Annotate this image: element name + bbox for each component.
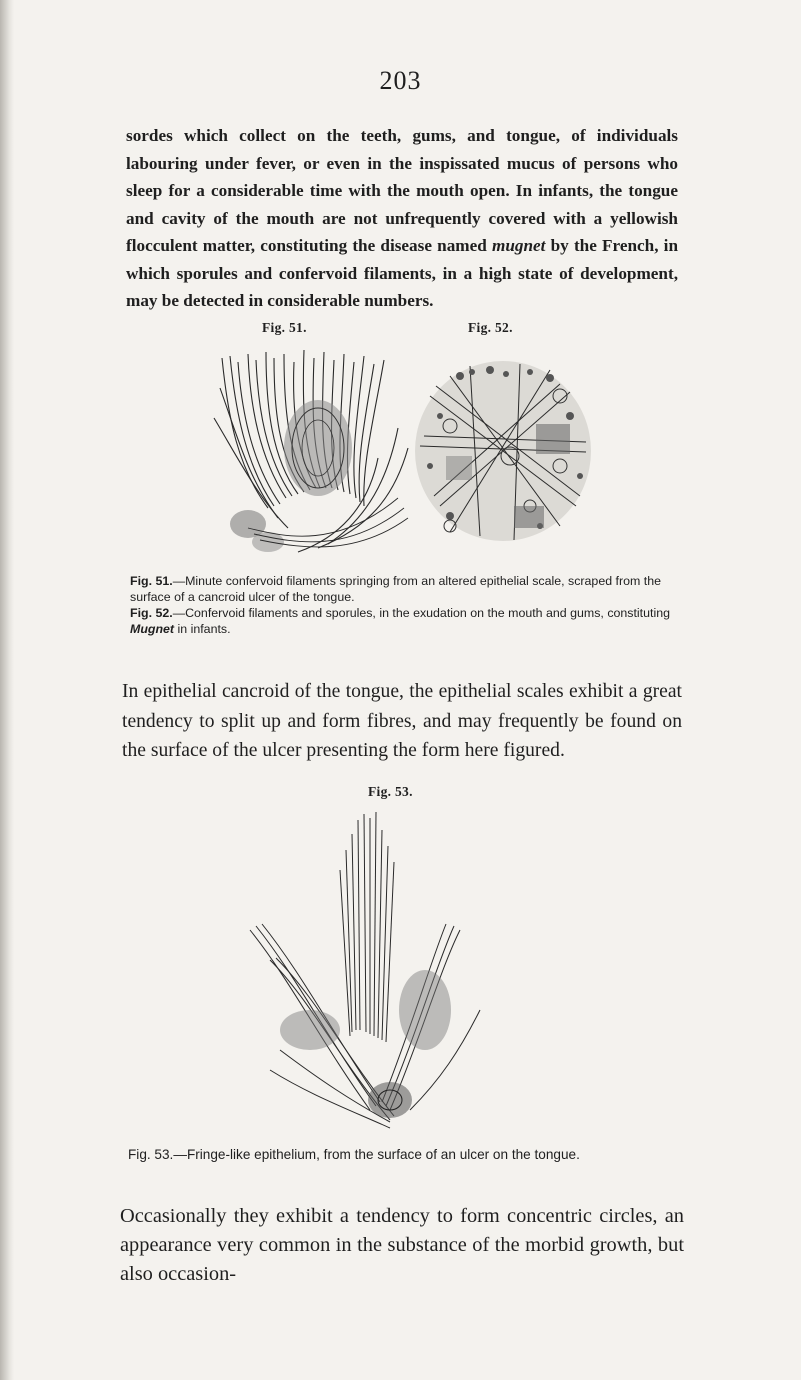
fig53-illustration	[240, 810, 490, 1130]
page-number: 203	[379, 66, 422, 95]
paragraph-1-italic: mugnet	[491, 236, 546, 255]
fig52-caption-lead: Fig. 52.	[130, 606, 173, 620]
paragraph-1-rest: by the French, in which sporules and confervoid filaments, in a high state of development, may be detected in considerable numbers.	[126, 236, 679, 310]
paragraph-1-text: sordes which collect on the teeth, gums, and tongue, of individuals labouring under fever, or even in the inspissated mucus of persons who sleep for a considerable time with the mouth open. In infants, the tongue and cavity of the mouth are not unfrequently covered with a yellowish flocculent matter, constituting the disease named	[126, 126, 678, 255]
fig52-caption-tail: in infants.	[177, 621, 231, 636]
paragraph-3: Occasionally they exhibit a tendency to form concentric circles, an appearance very common in the substance of the morbid growth, but also occasion-	[120, 1205, 684, 1285]
paragraph-1	[126, 122, 678, 315]
fig51-illustration	[208, 348, 428, 558]
fig52-caption-text: —Confervoid filaments and sporules, in the exudation on the mouth and gums, constituting	[172, 606, 670, 620]
fig51-caption-text: —Minute confervoid filaments springing from an altered epithelial scale, scraped from the surface of a cancroid ulcer of the tongue.	[130, 574, 661, 604]
fig53-caption-text: —Fringe-like epithelium, from the surface of an ulcer on the tongue.	[173, 1147, 580, 1162]
fig51-caption-lead: Fig. 51.	[130, 574, 173, 588]
fig52-label: Fig. 52.	[468, 320, 513, 335]
fig51-label: Fig. 51.	[262, 320, 307, 335]
paragraph-2: In epithelial cancroid of the tongue, the epithelial scales exhibit a great tendency to split up and form fibres, and may frequently be found on the surface of the ulcer presenting the form here figured.	[122, 681, 682, 761]
fig52-illustration	[410, 356, 596, 546]
page-edge-shadow	[0, 0, 14, 1380]
fig53-label: Fig. 53.	[368, 784, 413, 799]
fig52-caption	[130, 606, 686, 638]
fig53-caption	[128, 1147, 688, 1163]
fig52-caption-italic: Mugnet	[130, 621, 175, 636]
fig51-caption	[130, 574, 686, 606]
fig53-caption-lead: Fig. 53.	[128, 1147, 174, 1162]
